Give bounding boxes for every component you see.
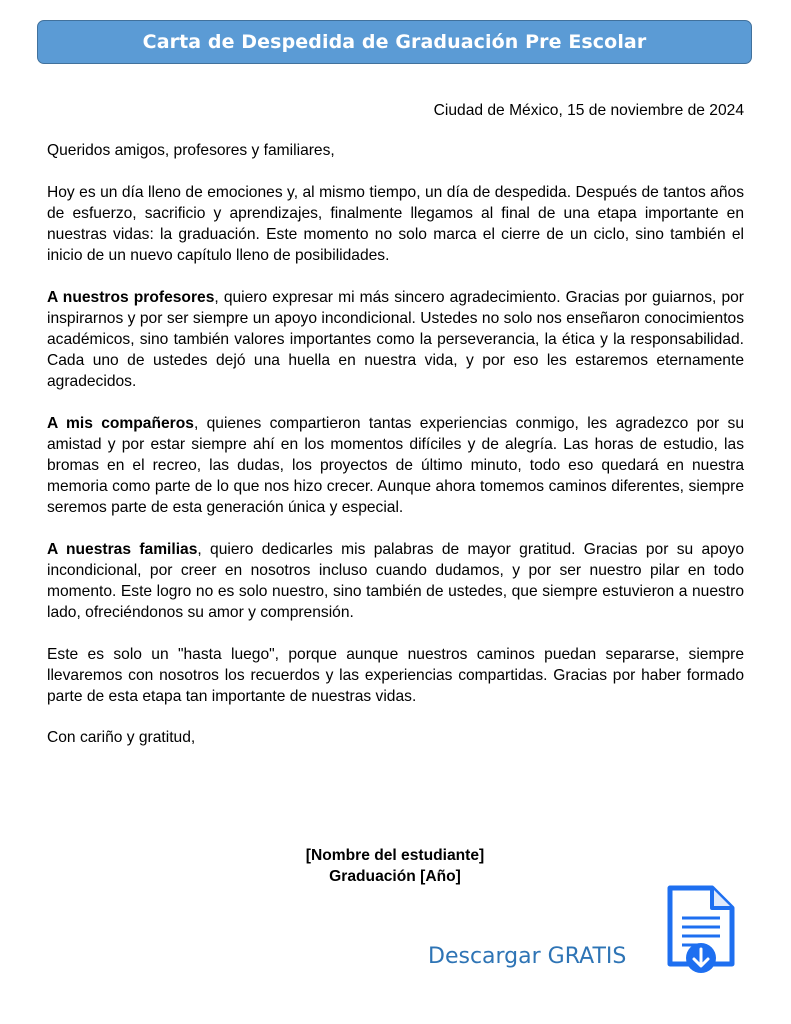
teachers-body: , quiero expresar mi más sincero agradecimiento. Gracias por guiarnos, por inspirarnos y por ser siempre un apoyo incondicional. Ustedes no solo nos enseñaron conocimientos académicos, sino también valores importantes como la perseverancia, la ética y la responsabilidad. Cada uno de ustedes dejó una huella en nuestra vida, y por eso les estaremos eternamente agradecidos.: [47, 289, 744, 390]
paragraph-intro: Hoy es un día lleno de emociones y, al mismo tiempo, un día de despedida. Después de tantos años de esfuerzo, sacrificio y aprendizajes, finalmente llegamos al final de una etapa importante en nuestras vidas: la graduación. Este momento no solo marca el cierre de un ciclo, sino también el inicio de un nuevo capítulo lleno de posibilidades.: [47, 184, 744, 264]
paragraph-farewell: Este es solo un "hasta luego", porque aunque nuestros caminos puedan separarse, siempre llevaremos con nosotros los recuerdos y las experiencias compartidas. Gracias por haber formado parte de esta etapa tan importante de nuestras vidas.: [47, 646, 744, 705]
document-download-icon[interactable]: [660, 884, 740, 976]
paragraph-classmates: [47, 413, 744, 518]
letter-closing: Con cariño y gratitud,: [47, 729, 196, 746]
paragraph-families: [47, 539, 744, 623]
families-body: , quiero dedicarles mis palabras de mayor gratitud. Gracias por su apoyo incondicional, por creer en nosotros incluso cuando dudamos, y por ser nuestro pilar en todo momento. Este logro no es solo nuestro, sino también de ustedes, que siempre estuvieron a nuestro lado, ofreciéndonos su amor y comprensión.: [47, 541, 744, 621]
letter-greeting: Queridos amigos, profesores y familiares,: [47, 142, 335, 159]
letter-body: [47, 100, 744, 748]
download-link[interactable]: Descargar GRATIS: [428, 944, 627, 969]
letter-date: Ciudad de México, 15 de noviembre de 2024: [433, 102, 744, 119]
title-banner: [37, 20, 752, 64]
teachers-lead: A nuestros profesores: [47, 289, 215, 306]
families-lead: A nuestras familias: [47, 541, 198, 558]
signature-block: [195, 845, 595, 887]
classmates-body: , quienes compartieron tantas experiencias conmigo, les agradezco por su amistad y por estar siempre ahí en los momentos difíciles y de alegría. Las horas de estudio, las bromas en el recreo, las dudas, los proyectos de último minuto, todo eso quedará en nuestra memoria como parte de lo que nos hizo crecer. Aunque ahora tomemos caminos diferentes, siempre seremos parte de esta generación única y especial.: [47, 415, 744, 516]
signature-name: [Nombre del estudiante]: [305, 847, 485, 864]
page-title: Carta de Despedida de Graduación Pre Escolar: [142, 31, 647, 53]
classmates-lead: A mis compañeros: [47, 415, 194, 432]
paragraph-teachers: [47, 287, 744, 392]
signature-graduation: Graduación [Año]: [329, 868, 461, 885]
